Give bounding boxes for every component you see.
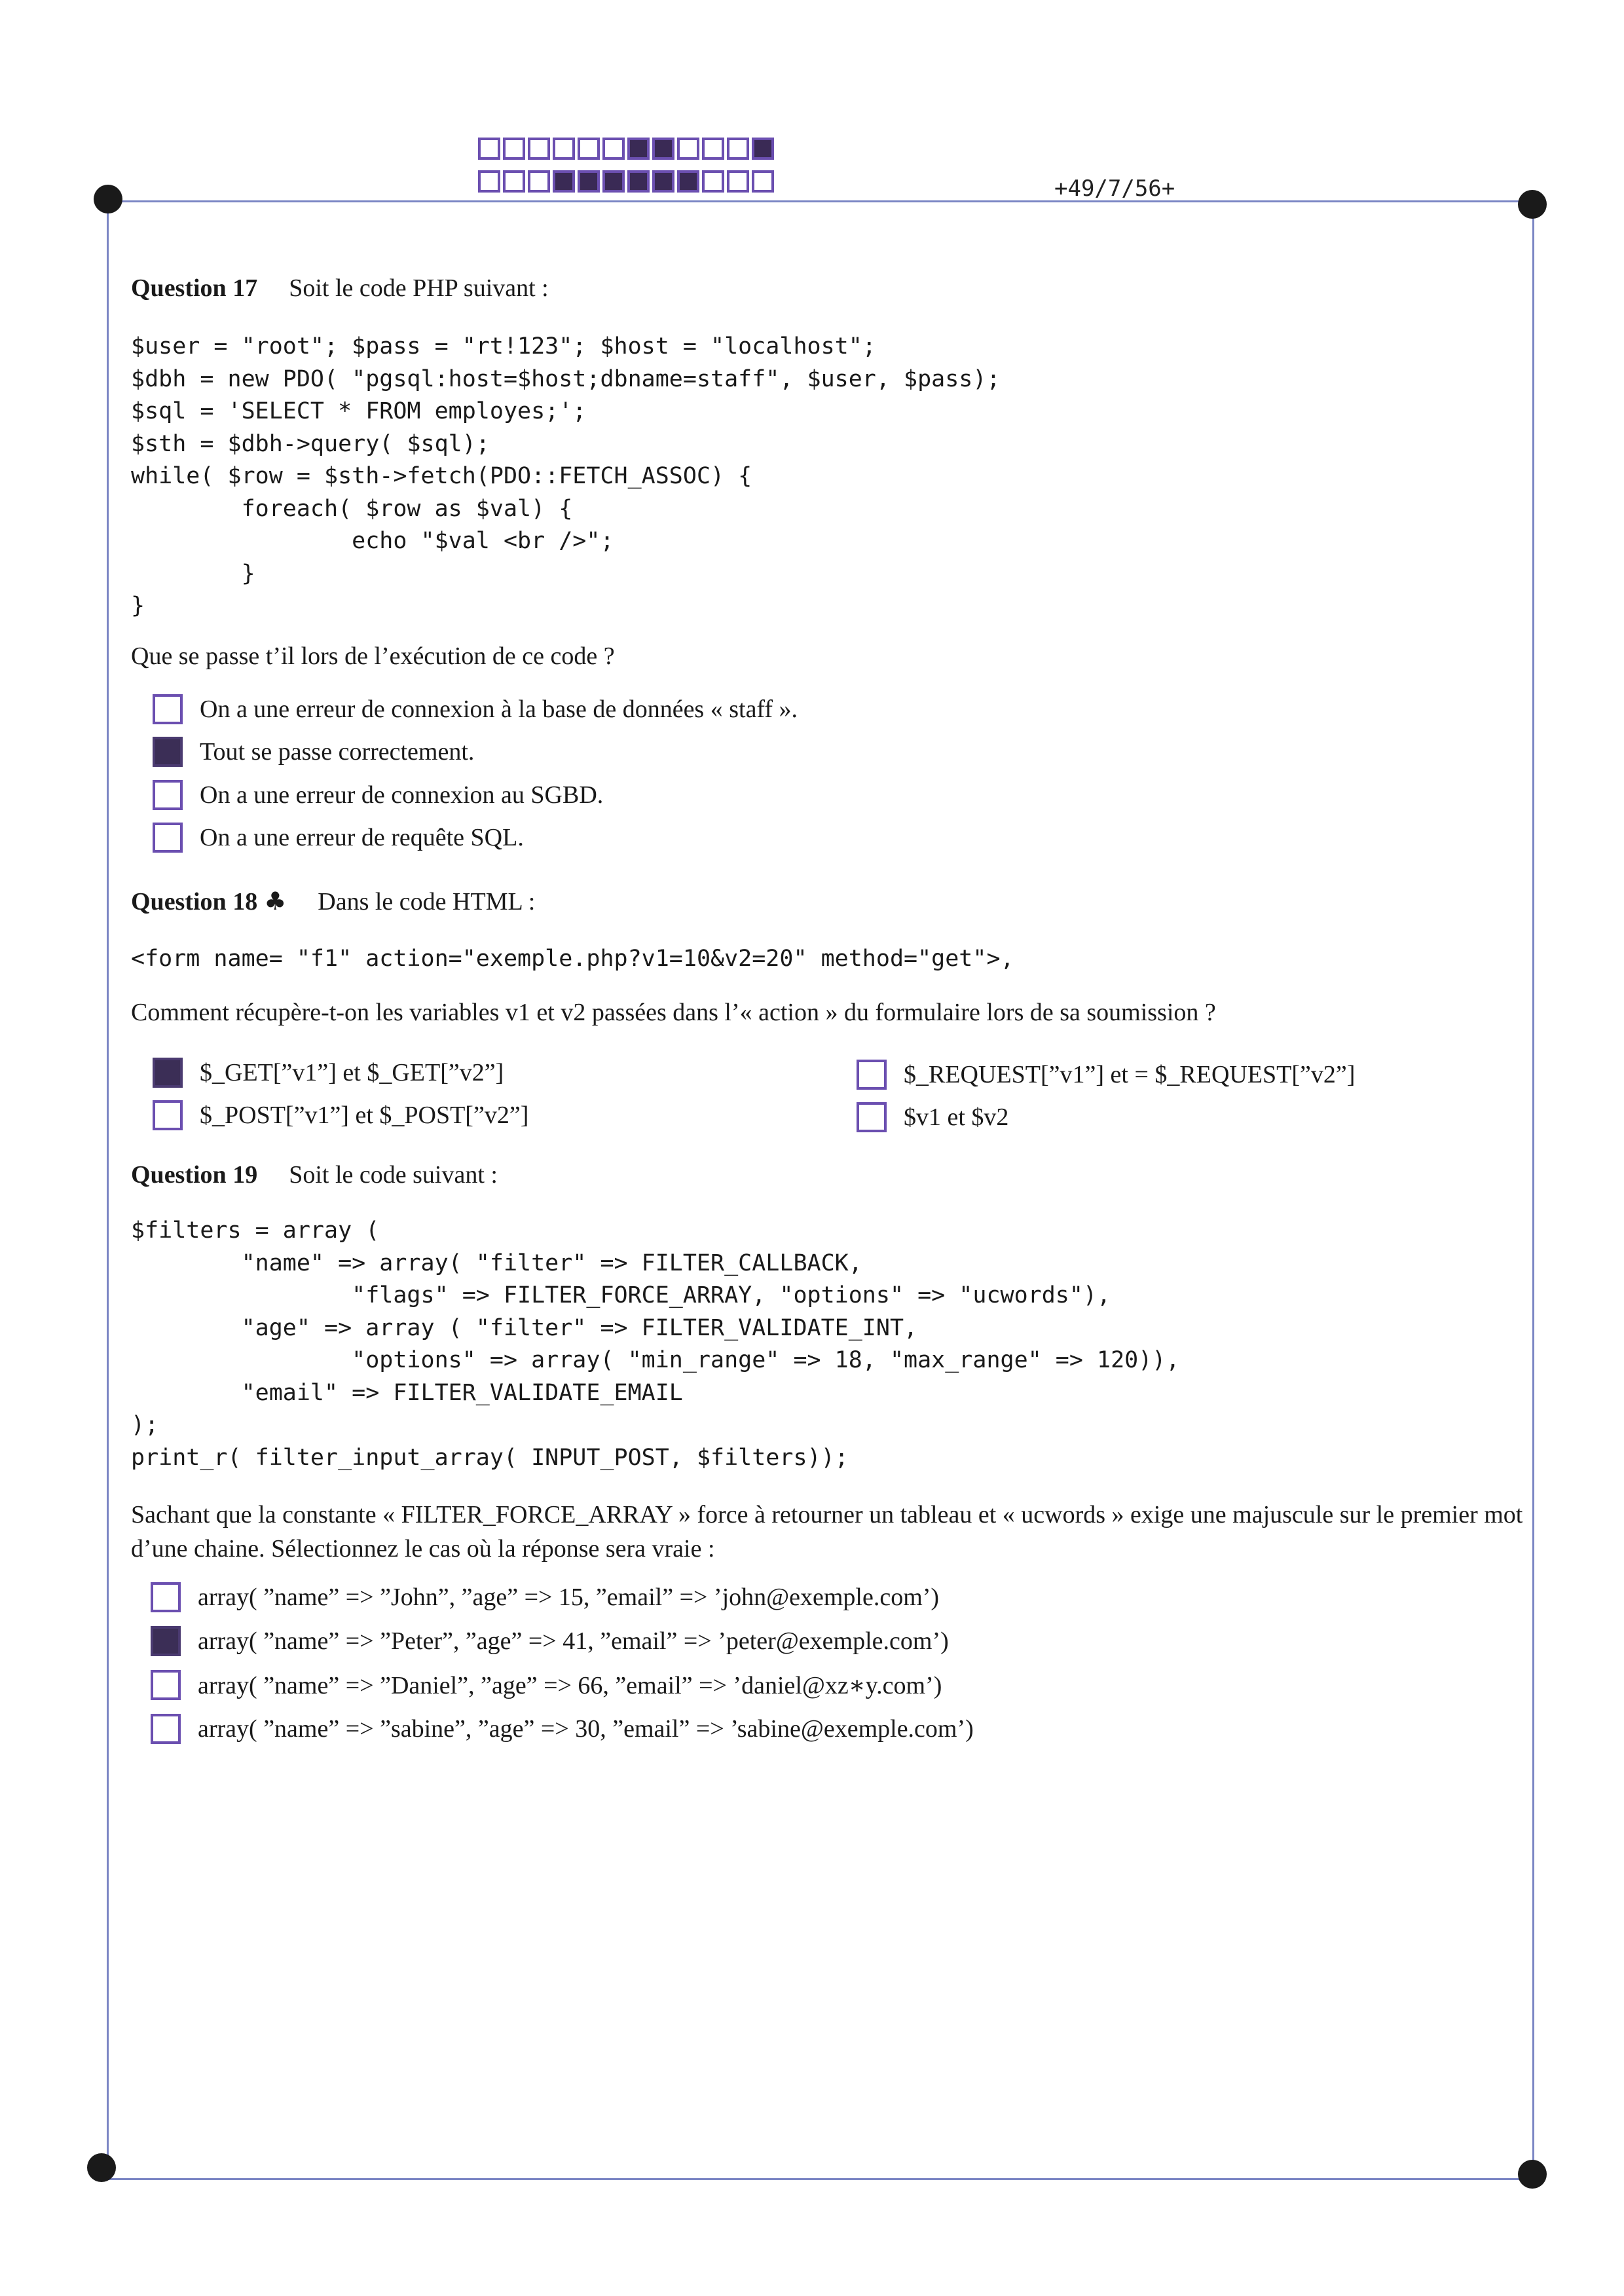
- q18-option-3-label: $_POST[”v1”] et $_POST[”v2”]: [200, 1102, 529, 1129]
- q17-option-3[interactable]: [153, 780, 603, 810]
- barcode-cell: [528, 170, 550, 193]
- question-18-text: Dans le code HTML :: [318, 888, 536, 916]
- barcode-cell: [677, 170, 699, 193]
- q19-option-1-checkbox[interactable]: [151, 1582, 181, 1612]
- page-id: +49/7/56+: [1054, 176, 1175, 202]
- barcode-cell: [503, 138, 525, 160]
- frame-bottom: [103, 2178, 1538, 2180]
- q18-option-4-label: $v1 et $v2: [904, 1103, 1009, 1131]
- q18-option-1-label: $_GET[”v1”] et $_GET[”v2”]: [200, 1059, 504, 1086]
- question-19-label: Question 19: [131, 1161, 258, 1189]
- q19-option-3-label: array( ”name” => ”Daniel”, ”age” => 66, ”email” => ’daniel@xz∗y.com’): [198, 1671, 942, 1699]
- barcode-cell: [727, 170, 749, 193]
- q17-option-4[interactable]: [153, 823, 524, 853]
- question-19-prompt: Sachant que la constante « FILTER_FORCE_ARRAY » force à retourner un tableau et « ucwords » exige une majuscule sur le premier mot d’une chaine. Sélectionnez le cas où la réponse sera vraie :: [131, 1501, 1523, 1563]
- q17-option-1[interactable]: [153, 694, 798, 724]
- barcode-cell: [503, 170, 525, 193]
- frame-left: [107, 200, 109, 2178]
- question-19-text: Soit le code suivant :: [289, 1161, 498, 1189]
- barcode-cell: [578, 170, 600, 193]
- question-18-prompt: Comment récupère-t-on les variables v1 et v2 passées dans l’« action » du formulaire lors de sa soumission ?: [131, 999, 1216, 1026]
- barcode-cell: [553, 170, 575, 193]
- barcode-cell: [627, 170, 650, 193]
- q17-option-2-label: Tout se passe correctement.: [200, 738, 475, 766]
- corner-marker-top-left: [94, 185, 122, 213]
- question-18-header: [131, 887, 535, 916]
- q18-option-1[interactable]: [153, 1058, 504, 1088]
- barcode-cell: [752, 170, 774, 193]
- q18-option-3-checkbox[interactable]: [153, 1100, 183, 1130]
- frame-right: [1532, 200, 1534, 2178]
- barcode-cell: [478, 138, 500, 160]
- q17-option-4-checkbox[interactable]: [153, 823, 183, 853]
- barcode-cell: [652, 170, 674, 193]
- barcode-row-bottom: [478, 170, 777, 193]
- barcode-cell: [702, 138, 724, 160]
- barcode-cell: [553, 138, 575, 160]
- q18-option-4[interactable]: [857, 1102, 1008, 1132]
- club-icon: ♣: [264, 887, 287, 916]
- q19-option-1-label: array( ”name” => ”John”, ”age” => 15, ”email” => ’john@exemple.com’): [198, 1583, 940, 1611]
- q19-option-2-label: array( ”name” => ”Peter”, ”age” => 41, ”email” => ’peter@exemple.com’): [198, 1627, 949, 1655]
- question-18-code: <form name= "f1" action="exemple.php?v1=10&v2=20" method="get">,: [131, 946, 1014, 972]
- q17-option-1-label: On a une erreur de connexion à la base de données « staff ».: [200, 695, 798, 723]
- question-17-header: [131, 274, 549, 303]
- question-17-code: $user = "root"; $pass = "rt!123"; $host = "localhost"; $dbh = new PDO( "pgsql:host=$host;dbname=staff", $user, $pass); $sql = 'SELECT * FROM employes;'; $sth = $dbh->query( $sql); while( $row = $sth->fetch(PDO::FETCH_ASSOC) { foreach( $row as $val) { echo "$val <br />"; } }: [131, 333, 1001, 619]
- q19-option-4-checkbox[interactable]: [151, 1714, 181, 1744]
- q18-option-2[interactable]: [857, 1060, 1355, 1090]
- question-17-prompt: Que se passe t’il lors de l’exécution de ce code ?: [131, 642, 615, 670]
- q18-option-3[interactable]: [153, 1100, 528, 1130]
- q18-option-4-checkbox[interactable]: [857, 1102, 887, 1132]
- q18-option-1-checkbox[interactable]: [153, 1058, 183, 1088]
- barcode-cell: [602, 170, 625, 193]
- barcode-cell: [677, 138, 699, 160]
- q17-option-3-label: On a une erreur de connexion au SGBD.: [200, 781, 604, 809]
- q17-option-2[interactable]: [153, 737, 474, 767]
- q19-option-3-checkbox[interactable]: [151, 1670, 181, 1700]
- corner-marker-bottom-right: [1518, 2160, 1547, 2189]
- q18-option-2-label: $_REQUEST[”v1”] et = $_REQUEST[”v2”]: [904, 1061, 1356, 1088]
- q19-option-3[interactable]: [151, 1670, 942, 1700]
- q17-option-1-checkbox[interactable]: [153, 694, 183, 724]
- question-18-label: Question 18: [131, 888, 258, 916]
- q19-option-4[interactable]: [151, 1714, 974, 1744]
- barcode-cell: [602, 138, 625, 160]
- corner-marker-bottom-left: [87, 2153, 116, 2182]
- q19-option-2-checkbox[interactable]: [151, 1626, 181, 1656]
- q17-option-2-checkbox[interactable]: [153, 737, 183, 767]
- question-17-label: Question 17: [131, 274, 258, 302]
- q17-option-3-checkbox[interactable]: [153, 780, 183, 810]
- q19-option-2[interactable]: [151, 1626, 949, 1656]
- barcode-cell: [627, 138, 650, 160]
- barcode-cell: [752, 138, 774, 160]
- barcode-cell: [528, 138, 550, 160]
- barcode-cell: [727, 138, 749, 160]
- barcode-cell: [478, 170, 500, 193]
- q19-option-4-label: array( ”name” => ”sabine”, ”age” => 30, ”email” => ’sabine@exemple.com’): [198, 1715, 974, 1743]
- corner-marker-top-right: [1518, 190, 1547, 219]
- barcode-cell: [702, 170, 724, 193]
- q19-option-1[interactable]: [151, 1582, 939, 1612]
- question-19-code: $filters = array ( "name" => array( "filter" => FILTER_CALLBACK, "flags" => FILTER_FORCE_ARRAY, "options" => "ucwords"), "age" => array ( "filter" => FILTER_VALIDATE_INT, "options" => array( "min_range" => 18, "max_range" => 120)), "email" => FILTER_VALIDATE_EMAIL ); print_r( filter_input_array( INPUT_POST, $filters));: [131, 1217, 1180, 1471]
- q18-option-2-checkbox[interactable]: [857, 1060, 887, 1090]
- frame-top: [103, 200, 1538, 202]
- question-17-text: Soit le code PHP suivant :: [289, 274, 549, 302]
- barcode-cell: [652, 138, 674, 160]
- q17-option-4-label: On a une erreur de requête SQL.: [200, 824, 524, 851]
- question-19-header: [131, 1160, 498, 1189]
- barcode-cell: [578, 138, 600, 160]
- barcode-row-top: [478, 138, 777, 160]
